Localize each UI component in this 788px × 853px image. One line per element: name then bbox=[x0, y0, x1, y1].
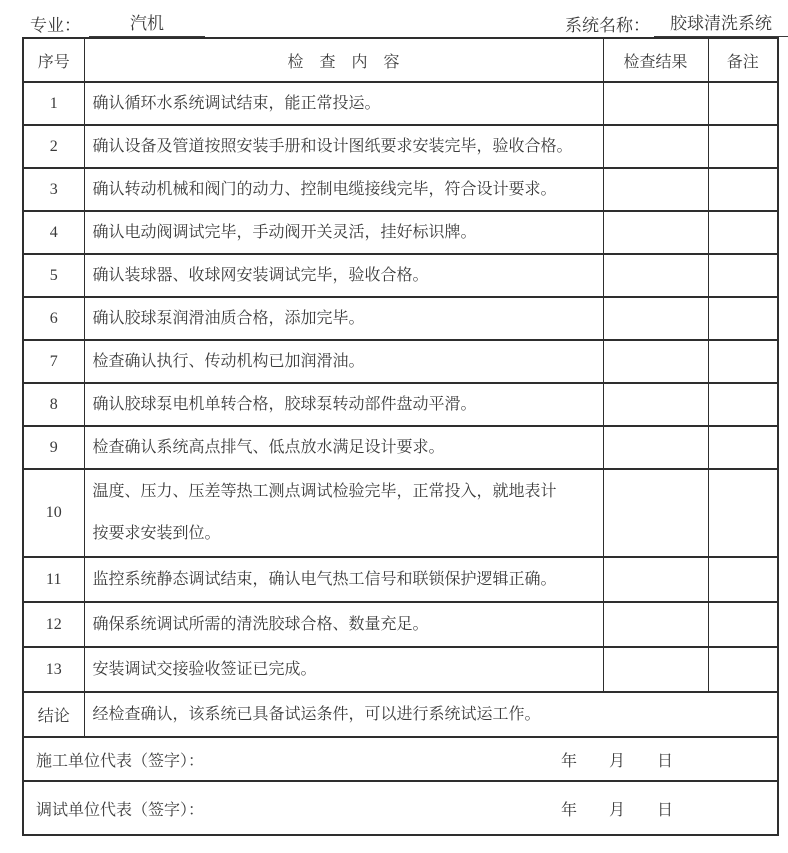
table-row bbox=[23, 168, 778, 211]
result-cell bbox=[603, 82, 708, 125]
check-content-line: 温度、压力、压差等热工测点调试检验完毕，正常投入，就地表计 bbox=[92, 483, 557, 500]
signature-label: 施工单位代表（签字）： bbox=[36, 752, 205, 770]
date-fields bbox=[561, 797, 673, 820]
remark-cell bbox=[708, 383, 778, 426]
row-number-cell: 11 bbox=[23, 557, 84, 602]
remark-cell bbox=[708, 340, 778, 383]
signature-cell bbox=[23, 737, 778, 781]
check-content-cell: 确认设备及管道按照安装手册和设计图纸要求安装完毕，验收合格。 bbox=[84, 125, 603, 168]
row-number-cell: 12 bbox=[23, 602, 84, 647]
signature-label: 调试单位代表（签字）： bbox=[36, 801, 205, 819]
result-cell bbox=[603, 557, 708, 602]
year-label: 年 bbox=[560, 801, 577, 819]
column-header-remark: 备注 bbox=[708, 38, 778, 82]
remark-cell bbox=[708, 254, 778, 297]
check-content-cell: 确保系统调试所需的清洗胶球合格、数量充足。 bbox=[84, 602, 603, 647]
result-cell bbox=[603, 168, 708, 211]
date-fields bbox=[561, 748, 673, 771]
table-row bbox=[23, 557, 778, 602]
month-label: 月 bbox=[608, 752, 625, 770]
check-content-cell: 安装调试交接验收签证已完成。 bbox=[84, 647, 603, 692]
result-cell bbox=[603, 125, 708, 168]
remark-cell bbox=[708, 82, 778, 125]
signature-row-commissioning bbox=[23, 781, 778, 835]
remark-cell bbox=[708, 211, 778, 254]
result-cell bbox=[603, 211, 708, 254]
row-number-cell: 13 bbox=[23, 647, 84, 692]
result-cell bbox=[603, 469, 708, 557]
row-number-cell: 6 bbox=[23, 297, 84, 340]
remark-cell bbox=[708, 426, 778, 469]
table-row bbox=[23, 340, 778, 383]
row-number-cell: 4 bbox=[23, 211, 84, 254]
result-cell bbox=[603, 426, 708, 469]
table-row bbox=[23, 602, 778, 647]
table-row bbox=[23, 647, 778, 692]
column-header-content: 检 查 内 容 bbox=[84, 38, 603, 82]
system-name-field bbox=[565, 12, 788, 37]
column-header-no: 序号 bbox=[23, 38, 84, 82]
table-header-row bbox=[23, 38, 778, 82]
specialty-field bbox=[30, 12, 205, 37]
table-row bbox=[23, 82, 778, 125]
result-cell bbox=[603, 383, 708, 426]
conclusion-row bbox=[23, 692, 778, 737]
system-name-label: 系统名称： bbox=[565, 16, 650, 35]
table-row bbox=[23, 211, 778, 254]
document-header bbox=[0, 0, 788, 37]
result-cell bbox=[603, 602, 708, 647]
row-number-cell: 8 bbox=[23, 383, 84, 426]
check-content-cell: 检查确认系统高点排气、低点放水满足设计要求。 bbox=[84, 426, 603, 469]
table-row bbox=[23, 125, 778, 168]
remark-cell bbox=[708, 297, 778, 340]
row-number-cell: 1 bbox=[23, 82, 84, 125]
table-row bbox=[23, 254, 778, 297]
system-name-value: 胶球清洗系统 bbox=[654, 12, 788, 37]
check-content-cell bbox=[84, 469, 603, 557]
result-cell bbox=[603, 254, 708, 297]
check-content-cell: 检查确认执行、传动机构已加润滑油。 bbox=[84, 340, 603, 383]
check-content-cell: 确认电动阀调试完毕，手动阀开关灵活，挂好标识牌。 bbox=[84, 211, 603, 254]
check-content-cell: 确认循环水系统调试结束，能正常投运。 bbox=[84, 82, 603, 125]
result-cell bbox=[603, 647, 708, 692]
table-row bbox=[23, 383, 778, 426]
remark-cell bbox=[708, 602, 778, 647]
remark-cell bbox=[708, 557, 778, 602]
row-number-cell: 10 bbox=[23, 469, 84, 557]
year-label: 年 bbox=[560, 752, 577, 770]
remark-cell bbox=[708, 125, 778, 168]
specialty-value: 汽机 bbox=[89, 12, 205, 37]
check-content-cell: 确认装球器、收球网安装调试完毕，验收合格。 bbox=[84, 254, 603, 297]
remark-cell bbox=[708, 647, 778, 692]
table-row bbox=[23, 426, 778, 469]
signature-row-construction bbox=[23, 737, 778, 781]
table-row bbox=[23, 297, 778, 340]
check-table bbox=[22, 37, 779, 836]
specialty-label: 专业： bbox=[30, 16, 81, 35]
row-number-cell: 3 bbox=[23, 168, 84, 211]
day-label: 日 bbox=[656, 752, 673, 770]
signature-cell bbox=[23, 781, 778, 835]
result-cell bbox=[603, 297, 708, 340]
conclusion-text-cell: 经检查确认，该系统已具备试运条件，可以进行系统试运工作。 bbox=[84, 692, 778, 737]
row-number-cell: 2 bbox=[23, 125, 84, 168]
check-content-cell: 监控系统静态调试结束，确认电气热工信号和联锁保护逻辑正确。 bbox=[84, 557, 603, 602]
row-number-cell: 5 bbox=[23, 254, 84, 297]
result-cell bbox=[603, 340, 708, 383]
check-content-cell: 确认转动机械和阀门的动力、控制电缆接线完毕，符合设计要求。 bbox=[84, 168, 603, 211]
remark-cell bbox=[708, 168, 778, 211]
table-row bbox=[23, 469, 778, 557]
remark-cell bbox=[708, 469, 778, 557]
row-number-cell: 7 bbox=[23, 340, 84, 383]
column-header-result: 检查结果 bbox=[603, 38, 708, 82]
month-label: 月 bbox=[608, 801, 625, 819]
check-content-line: 按要求安装到位。 bbox=[92, 525, 221, 542]
check-content-cell: 确认胶球泵润滑油质合格，添加完毕。 bbox=[84, 297, 603, 340]
row-number-cell: 9 bbox=[23, 426, 84, 469]
check-content-cell: 确认胶球泵电机单转合格，胶球泵转动部件盘动平滑。 bbox=[84, 383, 603, 426]
conclusion-label-cell: 结论 bbox=[23, 692, 84, 737]
day-label: 日 bbox=[656, 801, 673, 819]
